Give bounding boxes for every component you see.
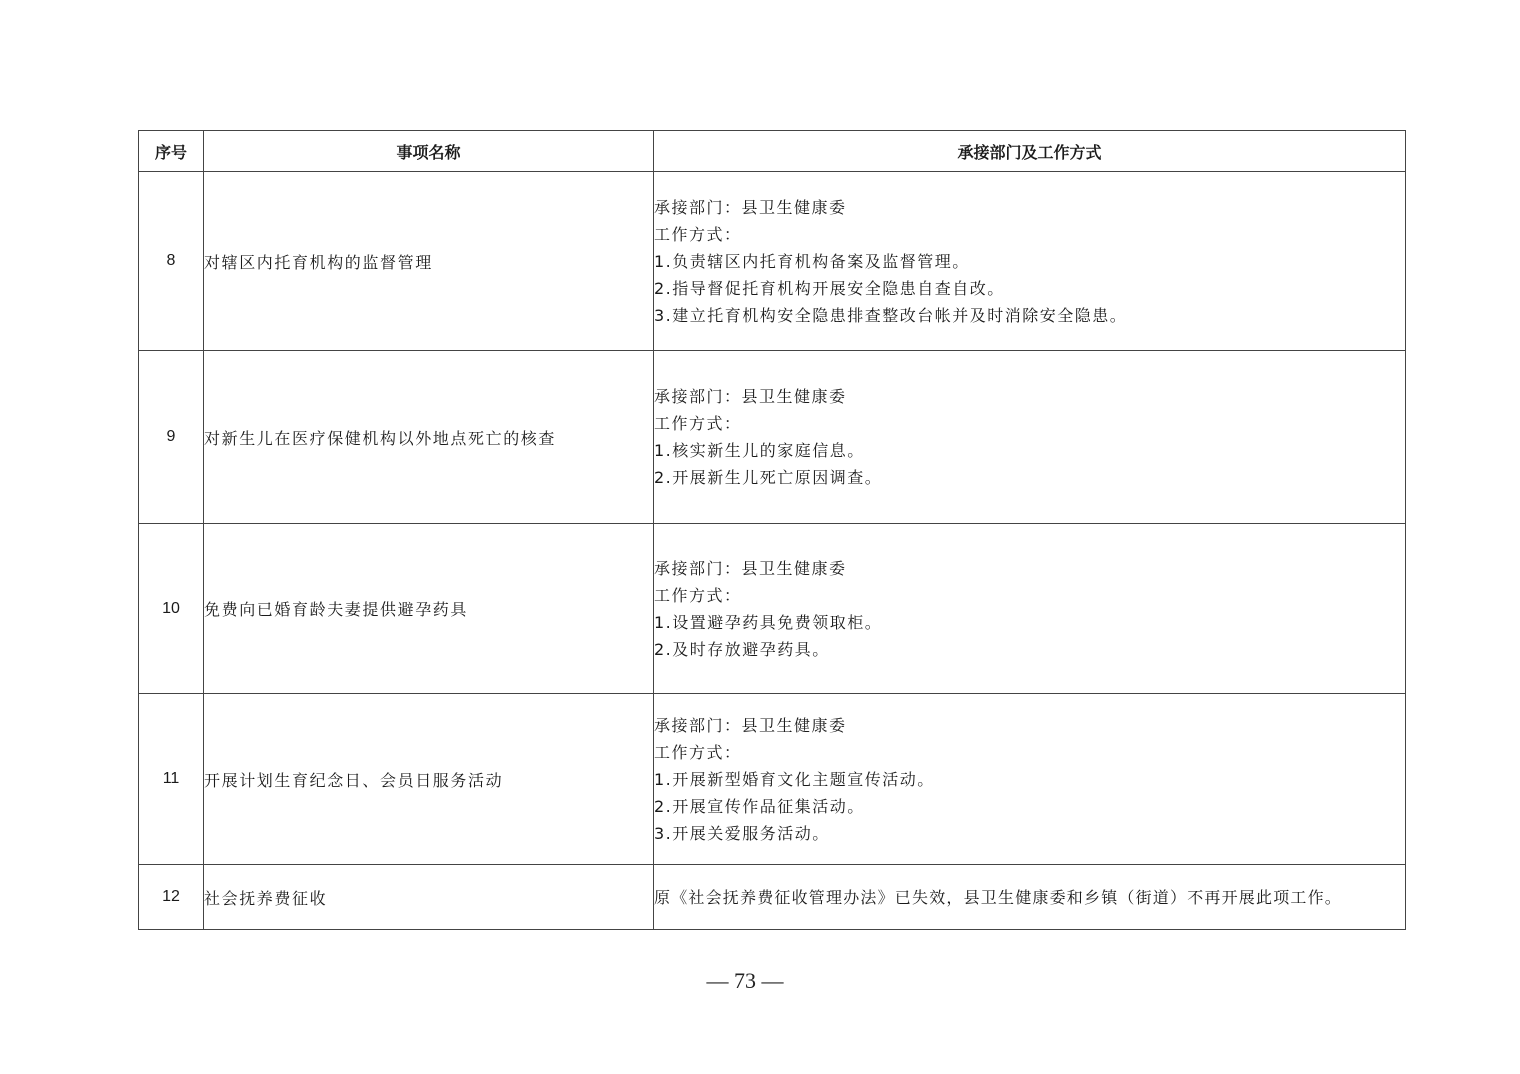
items-table: [138, 130, 1406, 930]
row-number: 9: [139, 351, 204, 524]
dept-line: 工作方式：: [654, 224, 742, 244]
dept-line: 2.指导督促托育机构开展安全隐患自查自改。: [654, 278, 1005, 298]
dept-line: 1.负责辖区内托育机构备案及监督管理。: [654, 251, 970, 271]
dept-and-method: [654, 865, 1406, 930]
dept-line: 2.开展宣传作品征集活动。: [654, 796, 865, 816]
item-name: 对辖区内托育机构的监督管理: [204, 172, 654, 351]
row-number: 10: [139, 524, 204, 694]
row-number: 12: [139, 865, 204, 930]
row-number: 11: [139, 694, 204, 865]
table-row: [139, 172, 1406, 351]
dept-line: 承接部门：县卫生健康委: [654, 558, 847, 578]
dept-line: 1.开展新型婚育文化主题宣传活动。: [654, 769, 935, 789]
dept-line: 承接部门：县卫生健康委: [654, 387, 847, 406]
dept-line: 承接部门：县卫生健康委: [654, 197, 847, 217]
dept-line: 1.设置避孕药具免费领取柜。: [654, 612, 883, 632]
page-number: — 73 —: [706, 968, 784, 993]
dept-line: 工作方式：: [654, 585, 742, 605]
dept-line: 2.开展新生儿死亡原因调查。: [654, 468, 883, 487]
header-dept: 承接部门及工作方式: [654, 131, 1406, 172]
dept-and-method: [654, 524, 1406, 694]
dept-line: 3.开展关爱服务活动。: [654, 823, 830, 843]
item-name: 社会抚养费征收: [204, 865, 654, 930]
table-row: [139, 865, 1406, 930]
item-name: 对新生儿在医疗保健机构以外地点死亡的核查: [204, 351, 654, 524]
dept-line: 承接部门：县卫生健康委: [654, 715, 847, 735]
table-header-row: [139, 131, 1406, 172]
table-row: [139, 524, 1406, 694]
dept-line: 3.建立托育机构安全隐患排查整改台帐并及时消除安全隐患。: [654, 305, 1128, 325]
table-row: [139, 694, 1406, 865]
dept-line: 1.核实新生儿的家庭信息。: [654, 441, 865, 460]
row-number: 8: [139, 172, 204, 351]
item-name: 免费向已婚育龄夫妻提供避孕药具: [204, 524, 654, 694]
dept-line: 工作方式：: [654, 742, 742, 762]
header-no: 序号: [139, 131, 204, 172]
dept-line: 原《社会抚养费征收管理办法》已失效，县卫生健康委和乡镇（街道）不再开展此项工作。: [654, 887, 1343, 907]
dept-line: 2.及时存放避孕药具。: [654, 639, 830, 659]
dept-line: 工作方式：: [654, 414, 742, 433]
table-row: [139, 351, 1406, 524]
item-name: 开展计划生育纪念日、会员日服务活动: [204, 694, 654, 865]
dept-and-method: [654, 351, 1406, 524]
dept-and-method: [654, 172, 1406, 351]
dept-and-method: [654, 694, 1406, 865]
header-name: 事项名称: [204, 131, 654, 172]
